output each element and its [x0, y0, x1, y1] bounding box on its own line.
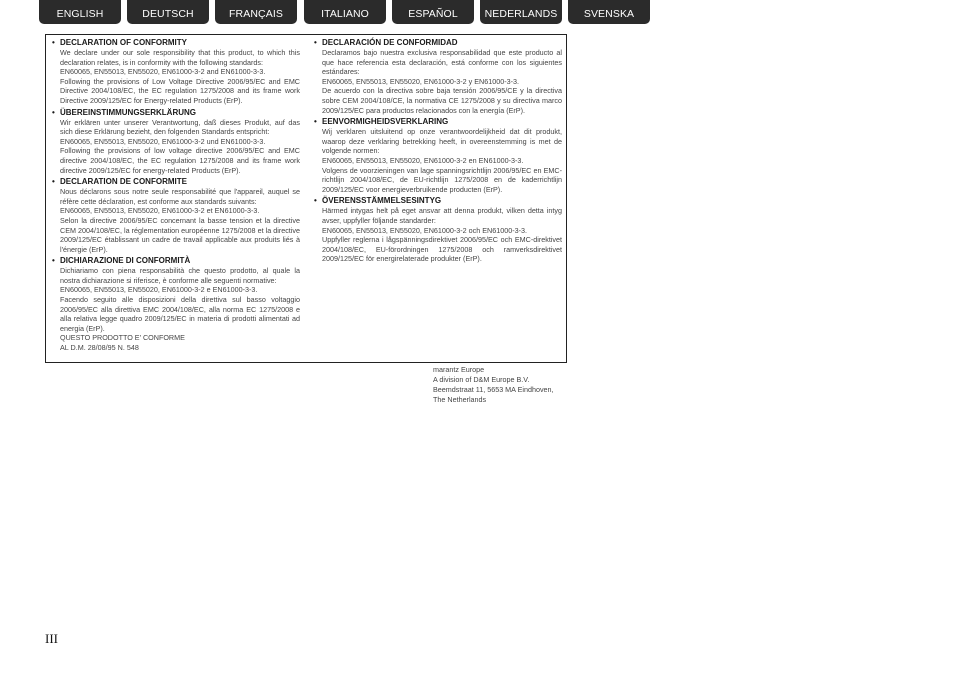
body-line: QUESTO PRODOTTO E' CONFORME	[60, 333, 185, 343]
tab-espanol[interactable]: ESPAÑOL	[392, 0, 474, 24]
declaration-espanol	[314, 38, 562, 115]
declaration-francais	[52, 177, 300, 254]
bullet-marker: •	[52, 256, 55, 266]
section-body	[52, 266, 300, 352]
bullet-marker: •	[52, 38, 55, 47]
body-line: Härmed intygas helt på eget ansvar att denna produkt, vilken detta intyg avser, uppfyller följande standarder:	[322, 206, 562, 225]
declarations-right-column	[314, 38, 562, 266]
body-line: Wij verklaren uitsluitend op onze verantwoordelijkheid dat dit produkt, waarop deze verklaring betrekking heeft, in overeenstemming is met de volgende normen:	[322, 127, 562, 156]
declarations-left-column	[52, 38, 300, 355]
section-heading	[314, 117, 562, 127]
body-line: EN60065, EN55013, EN55020, EN61000-3-2 and EN61000-3-3.	[60, 67, 266, 77]
address-line: A division of D&M Europe B.V.	[433, 375, 530, 384]
page-number: III	[45, 631, 58, 646]
body-line: Wir erklären unter unserer Verantwortung, daß dieses Produkt, auf das sich diese Erklärung bezieht, den folgenden Standards entspricht:	[60, 117, 300, 137]
language-tabs	[0, 0, 954, 24]
tab-svenska[interactable]: SVENSKA	[568, 0, 650, 24]
heading-text: DECLARATION DE CONFORMITE	[60, 177, 187, 187]
body-line: Volgens de voorzieningen van lage spanningsrichtlijn 2006/95/EC en EMC-richtlijn 2004/108/EC, de EU-richtlijn 1275/2008 en de kaderrichtlijn 2009/125/EC voor energieverbruikende producten (ErP).	[322, 165, 562, 194]
body-line: Following the provisions of low voltage directive 2006/95/EC and EMC directive 2004/108/EC, the EC regulation 1275/2008 and its frame work directive 2009/125/EC for energy-related Products (ErP).	[60, 146, 300, 175]
declaration-english	[52, 38, 300, 106]
body-line: Selon la directive 2006/95/EC concernant la basse tension et la directive CEM 2004/108/EC, la réglementation européenne 1275/2008 et la directive 2009/125/EC établissant un cadre de travail applicable aux produits liés à l'énergie (ErP).	[60, 215, 300, 254]
bullet-marker: •	[52, 107, 55, 117]
section-heading	[52, 38, 300, 48]
heading-text: DECLARACIÓN DE CONFORMIDAD	[322, 38, 458, 47]
body-line: EN60065, EN55013, EN55020, EN61000-3-2 und EN61000-3-3.	[60, 136, 266, 146]
section-heading	[52, 256, 300, 266]
body-line: Dichiariamo con piena responsabilità che questo prodotto, al quale la nostra dichiarazione si riferisce, è conforme alle seguenti normative:	[60, 266, 300, 285]
body-line: EN60065, EN55013, EN55020, EN61000-3-2 y EN61000-3-3.	[322, 76, 519, 86]
tab-nederlands[interactable]: NEDERLANDS	[480, 0, 562, 24]
tab-english[interactable]: ENGLISH	[39, 0, 121, 24]
body-line: Uppfyller reglerna i lågspänningsdirektivet 2006/95/EC och EMC-direktivet 2004/108/EC, EU-förordningen 1275/2008 och ramverksdirektivet 2009/125/EC för energirelaterade produkter (ErP).	[322, 235, 562, 264]
bullet-marker: •	[52, 177, 55, 187]
company-address	[433, 365, 593, 405]
body-line: Nous déclarons sous notre seule responsabilité que l'appareil, auquel se réfère cette déclaration, est conforme aux standards suivants:	[60, 187, 300, 206]
heading-text: DICHIARAZIONE DI CONFORMITÀ	[60, 256, 191, 266]
body-line: EN60065, EN55013, EN55020, EN61000-3-2 en EN61000-3-3.	[322, 155, 524, 165]
declaration-svenska	[314, 196, 562, 264]
body-line: EN60065, EN55013, EN55020, EN61000-3-2 et EN61000-3-3.	[60, 206, 260, 216]
declaration-nederlands	[314, 117, 562, 194]
section-heading	[314, 196, 562, 206]
tab-italiano[interactable]: ITALIANO	[304, 0, 386, 24]
section-body	[314, 48, 562, 115]
bullet-marker: •	[314, 38, 317, 47]
declaration-italiano	[52, 256, 300, 352]
section-body	[52, 187, 300, 254]
body-line: AL D.M. 28/08/95 N. 548	[60, 343, 139, 353]
tab-francais[interactable]: FRANÇAIS	[215, 0, 297, 24]
body-line: Following the provisions of Low Voltage Directive 2006/95/EC and EMC Directive 2004/108/EC, the EC regulation 1275/2008 and its frame work Directive 2009/125/EC for Energy-related Products (ErP).	[60, 76, 300, 105]
section-body	[52, 48, 300, 106]
section-body	[314, 127, 562, 194]
body-line: EN60065, EN55013, EN55020, EN61000-3-2 och EN61000-3-3.	[322, 225, 527, 235]
heading-text: EENVORMIGHEIDSVERKLARING	[322, 117, 449, 127]
section-heading	[314, 38, 562, 48]
body-line: De acuerdo con la directiva sobre baja tensión 2006/95/CE y la directiva sobre CEM 2004/108/CE, la normativa CE 1275/2008 y su directiva marco 2009/125/EC para productos relacionados con la energía (ErP).	[322, 86, 562, 115]
bullet-marker: •	[314, 196, 317, 206]
declaration-deutsch	[52, 108, 300, 176]
body-line: EN60065, EN55013, EN55020, EN61000-3-2 e EN61000-3-3.	[60, 285, 258, 295]
body-line: Facendo seguito alle disposizioni della direttiva sul basso voltaggio 2006/95/EC alla direttiva EMC 2004/108/EC, alla norma EC 1275/2008 e alla relativa legge quadro 2009/125/EC in materia di prodotti alimentati ad energia (ErP).	[60, 295, 300, 333]
tab-deutsch[interactable]: DEUTSCH	[127, 0, 209, 24]
bullet-marker: •	[314, 117, 317, 127]
section-body	[52, 118, 300, 176]
heading-text: ÖVERENSSTÄMMELSESINTYG	[322, 196, 442, 206]
section-heading	[52, 108, 300, 118]
body-line: Declaramos bajo nuestra exclusiva responsabilidad que este producto al que hace referencia esta declaración, está conforme con los siguientes estándares:	[322, 48, 562, 77]
section-body	[314, 206, 562, 264]
heading-text: ÜBEREINSTIMMUNGSERKLÄRUNG	[60, 107, 196, 117]
body-line: We declare under our sole responsibility that this product, to which this declaration relates, is in conformity with the following standards:	[60, 48, 300, 67]
address-line: The Netherlands	[433, 395, 487, 404]
heading-text: DECLARATION OF CONFORMITY	[60, 38, 187, 47]
declarations-box	[45, 34, 567, 363]
section-heading	[52, 177, 300, 187]
address-line: marantz Europe	[433, 365, 485, 374]
address-line: Beemdstraat 11, 5653 MA Eindhoven,	[433, 385, 554, 394]
